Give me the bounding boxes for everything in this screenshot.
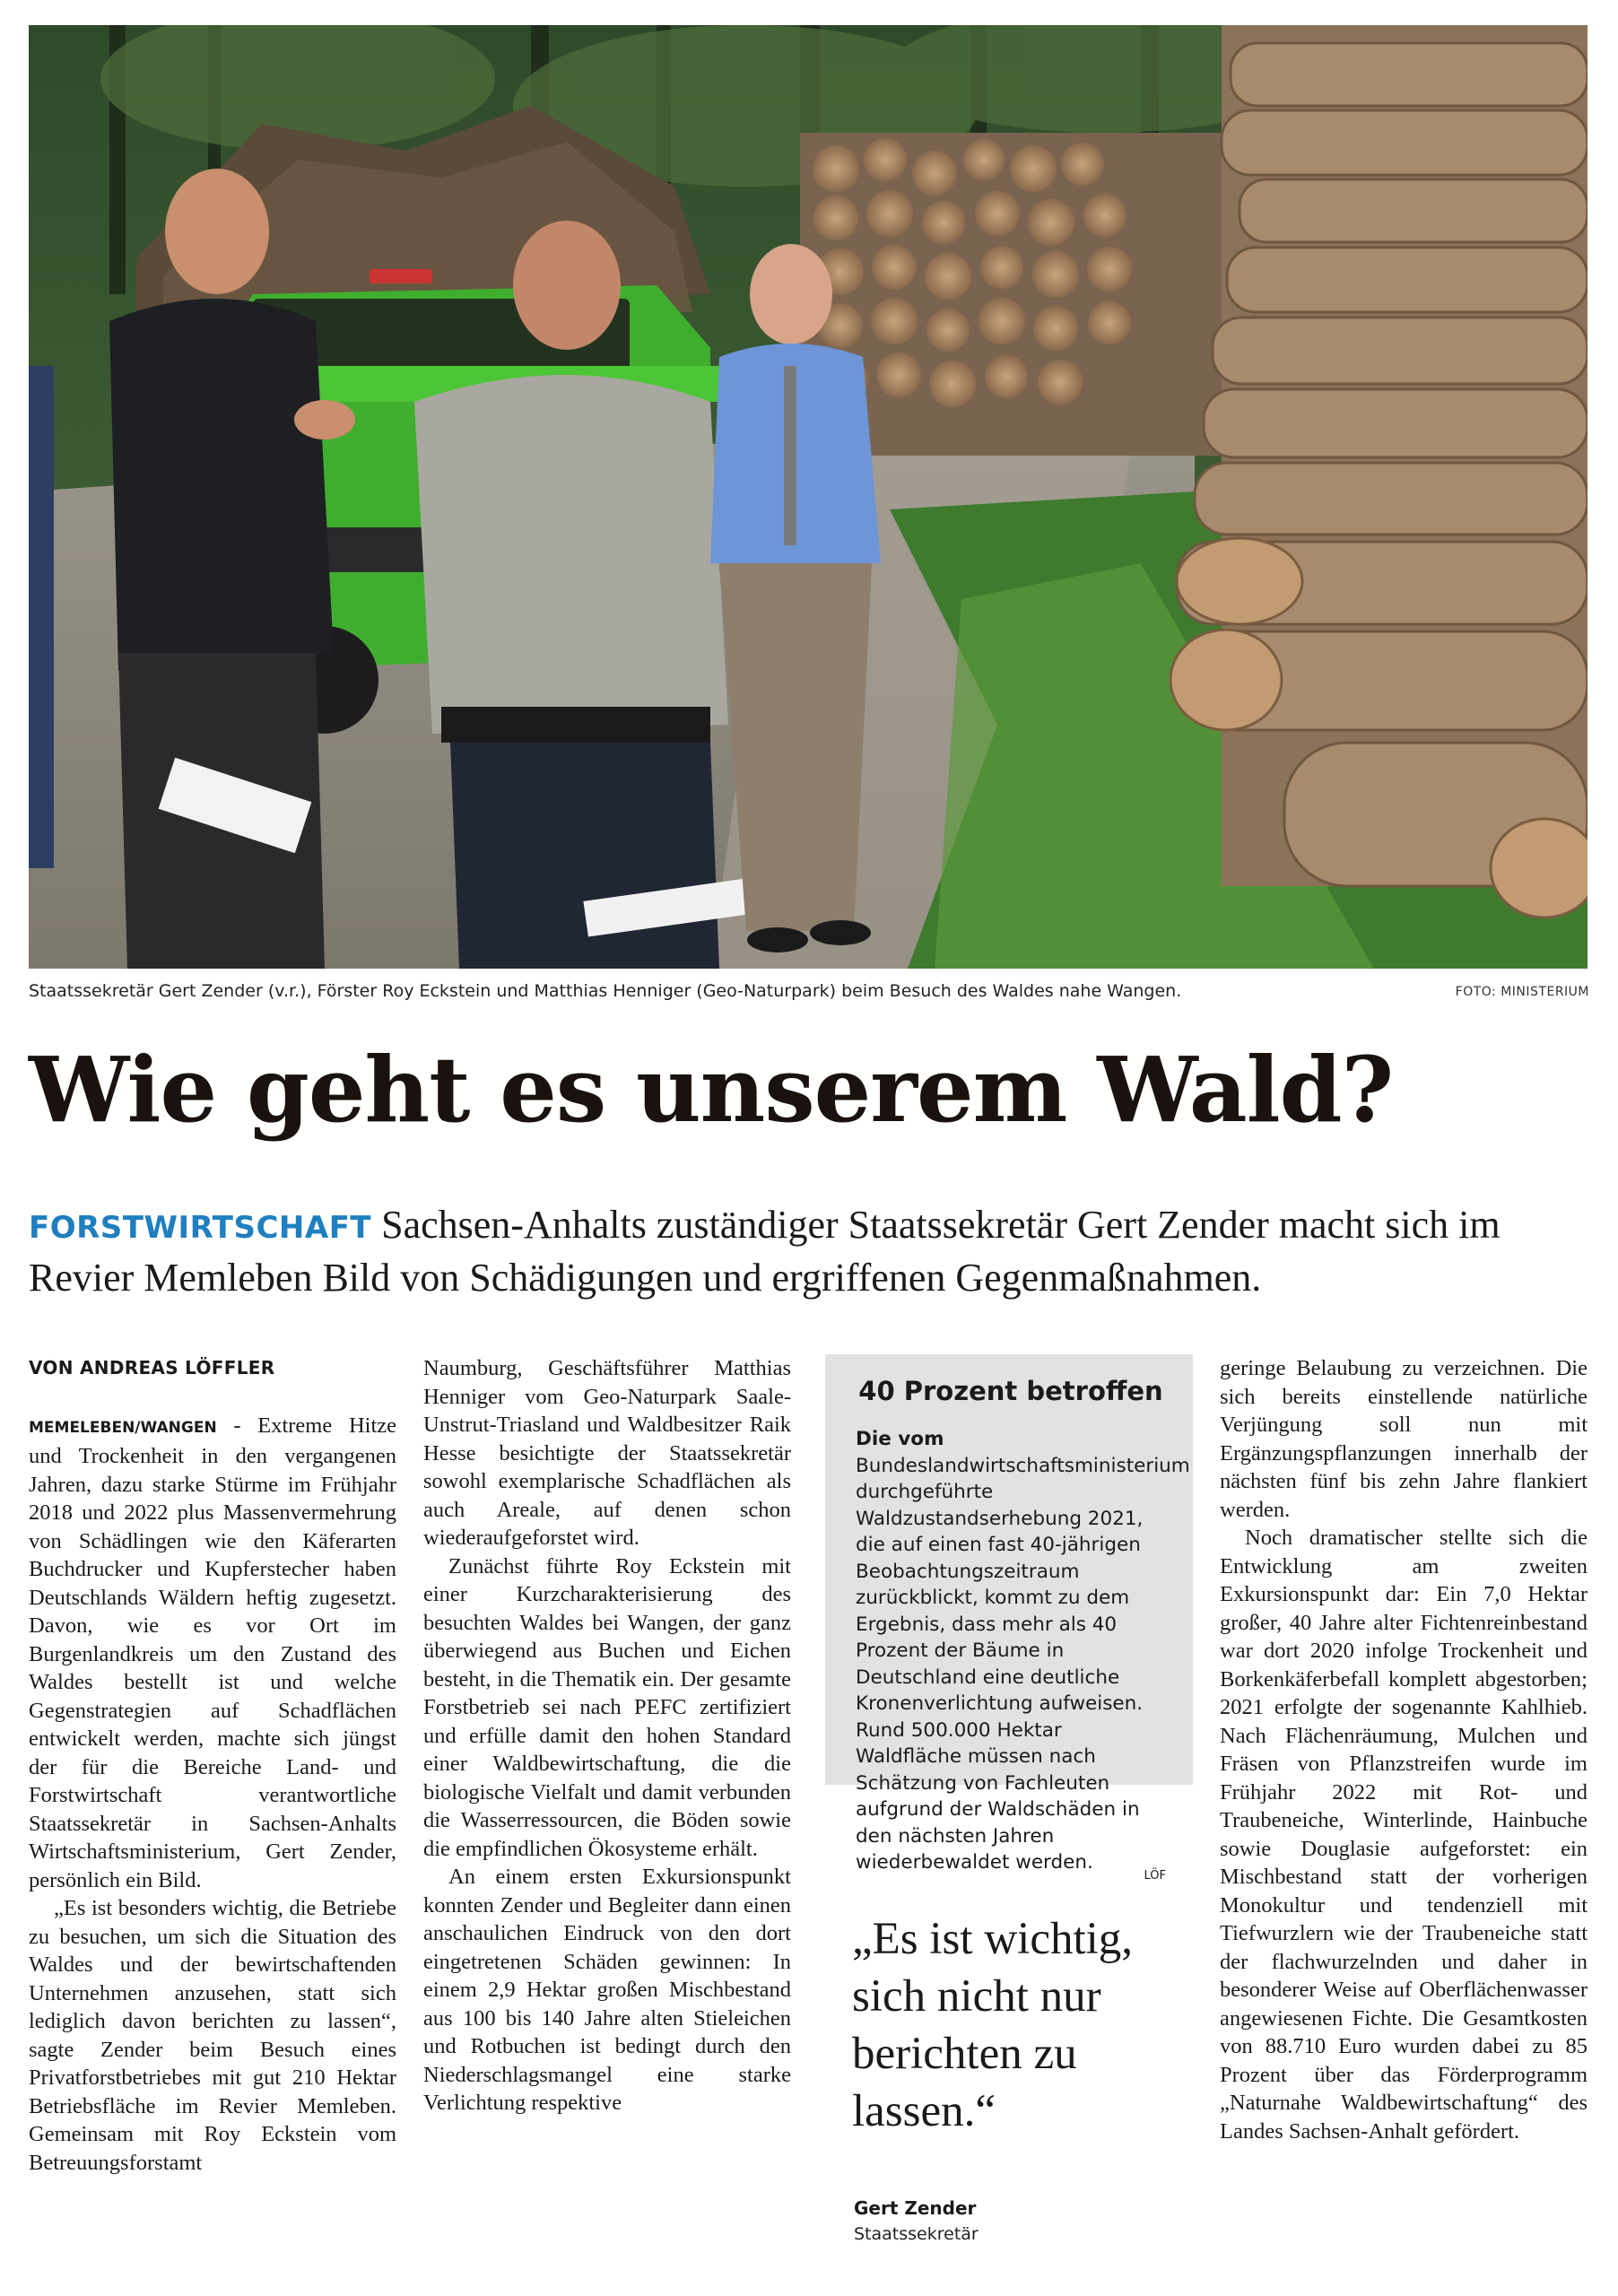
article-paragraph: An einem ersten Exkursionspunkt konnten Zender und Begleiter dann einen anschaulichen Eindruck von den dort eingetretenen Schäden gewinnen: In einem 2,9 Hektar großen Mischbestand aus 100 bis 140 Jahre alten Stieleichen und Rotbuchen ist bedingt durch den Niederschlagsmangel eine starke Verlichtung respektive <box>423 1865 791 2115</box>
subhead <box>29 1200 1589 1303</box>
info-box-body: Bundeslandwirtschaftsministerium durchgeführte Waldzustandserhebung 2021, die auf einen fast 40-jährigen Beobachtungszeitraum zurückblickt, kommt zu dem Ergebnis, dass mehr als 40 Prozent der Bäume in Deutschland eine deutliche Kronenverlichtung aufweisen. Rund 500.000 Hektar Waldfläche müssen nach Schätzung von Fachleuten aufgrund der Waldschäden in den nächsten Jahren wiederbewaldet werden. <box>856 1454 1190 1874</box>
article-paragraph: Noch dramatischer stellte sich die Entwicklung am zweiten Exkursionspunkt dar: Ein 7,0 Hektar großer, 40 Jahre alter Fichtenreinbestand war dort 2020 infolge Trockenheit und Borkenkäferbefall komplett abgestorben; 2021 erfolgte der sogenannte Kahlhieb. Nach Flächenräumung, Mulchen und Fräsen von Pflanzstreifen wurde im Frühjahr 2022 mit Rot- und Traubeneiche, Winterlinde, Hainbuche sowie Douglasie aufgeforstet: ein Mischbestand statt der vorherigen Monokultur und tendenziell mit Tiefwurzlern wie der Traubeneiche statt der flachwurzelnden und daher in besonderer Weise auf Oberflächenwasser angewiesenen Fichte. Die Gesamtkosten von 88.710 Euro wurden dabei zu 85 Prozent über das Förderprogramm „Naturnahe Waldbewirtschaftung“ des Landes Sachsen-Anhalt gefördert. <box>1220 1526 1588 2144</box>
paragraph-text: - Extreme Hitze und Trockenheit in den vergangenen Jahren, dazu starke Stürme im Frühjahr 2018 und 2022 plus Massenvermehrung von Schädlingen wie den Käferarten Buchdrucker und Kupferstecher haben Deutschlands Wäldern heftig zugesetzt. Davon, wie es vor Ort im Burgenlandkreis um den Zustand des Waldes bestellt ist und welche Gegenstrategien auf Schadflächen entwickelt werden, machte sich jüngst der für die Bereiche Land- und Forstwirtschaft verantwortliche Staatssekretär in Sachsen-Anhalts Wirtschaftsministerium, Gert Zender, persönlich ein Bild. <box>29 1413 396 1892</box>
dateline: MEMELEBEN/WANGEN <box>29 1418 217 1437</box>
info-box-text <box>856 1426 1190 1876</box>
article-paragraph: geringe Belaubung zu verzeichnen. Die sich bereits einstellende natürliche Verjüngung soll nun mit Ergänzungspflanzungen innerhalb der nächsten fünf bis zehn Jahre flankiert werden. <box>1220 1356 1588 1522</box>
info-box-lead: Die vom <box>856 1428 944 1450</box>
article-paragraph: Zunächst führte Roy Eckstein mit einer Kurzcharakterisierung des besuchten Waldes bei Wangen, der ganz überwiegend aus Buchen und Eichen besteht, in die Thematik ein. Der gesamte Forstbetrieb sei nach PEFC zertifiziert und erfülle damit den hohen Standard einer Waldbewirtschaftung, die die biologische Vielfalt und damit verbunden die Wasserressourcen, die Böden sowie die empfindlichen Ökosysteme erhält. <box>423 1553 791 1861</box>
article-photo <box>29 25 1588 969</box>
article-paragraph <box>29 1412 396 1895</box>
article-column-4 <box>1220 1354 1588 2145</box>
section-kicker: FORSTWIRTSCHAFT <box>29 1210 372 1246</box>
article-column-1 <box>29 1354 396 2177</box>
headline: Wie geht es unserem Wald? <box>29 1037 1394 1143</box>
article-paragraph: „Es ist besonders wichtig, die Betriebe zu besuchen, um sich die Situation des Waldes und der bewirtschaftenden Unternehmen anzusehen, statt sich lediglich davon berichten zu lassen“, sagte Zender beim Besuch eines Privatforstbetriebes mit gut 210 Hektar Betriebsfläche im Revier Memleben. Gemeinsam mit Roy Eckstein vom Betreuungsforstamt <box>29 1896 396 2175</box>
quote-role: Staatssekretär <box>854 2224 979 2244</box>
article-paragraph: Naumburg, Geschäftsführer Matthias Henniger vom Geo-Naturpark Saale-Unstrut-Triasland und Waldbesitzer Raik Hesse besichtigte der Staatssekretär sowohl exemplarische Schadflächen als auch Areale, auf denen schon wiederaufgeforstet wird. <box>423 1356 791 1550</box>
photo-caption: Staatssekretär Gert Zender (v.r.), Förster Roy Eckstein und Matthias Henniger (Geo-Naturpark) beim Besuch des Waldes nahe Wangen. <box>29 981 1182 1001</box>
info-box-signature: LÖF <box>1144 1868 1166 1883</box>
subhead-text: Sachsen-Anhalts zuständiger Staatssekretär Gert Zender macht sich im Revier Memleben Bild von Schädigungen und ergriffenen Gegenmaßnahmen. <box>29 1203 1501 1300</box>
photo-credit: FOTO: MINISTERIUM <box>1455 985 1589 999</box>
pull-quote: „Es ist wichtig, sich nicht nur berichten zu lassen.“ <box>852 1914 1134 2136</box>
info-box-title: 40 Prozent betroffen <box>858 1376 1163 1406</box>
info-box <box>825 1354 1193 1883</box>
quote-author: Gert Zender <box>854 2197 977 2219</box>
byline: VON ANDREAS LÖFFLER <box>29 1357 275 1378</box>
article-column-2 <box>423 1354 791 2118</box>
forest-scene-illustration <box>29 25 1588 969</box>
